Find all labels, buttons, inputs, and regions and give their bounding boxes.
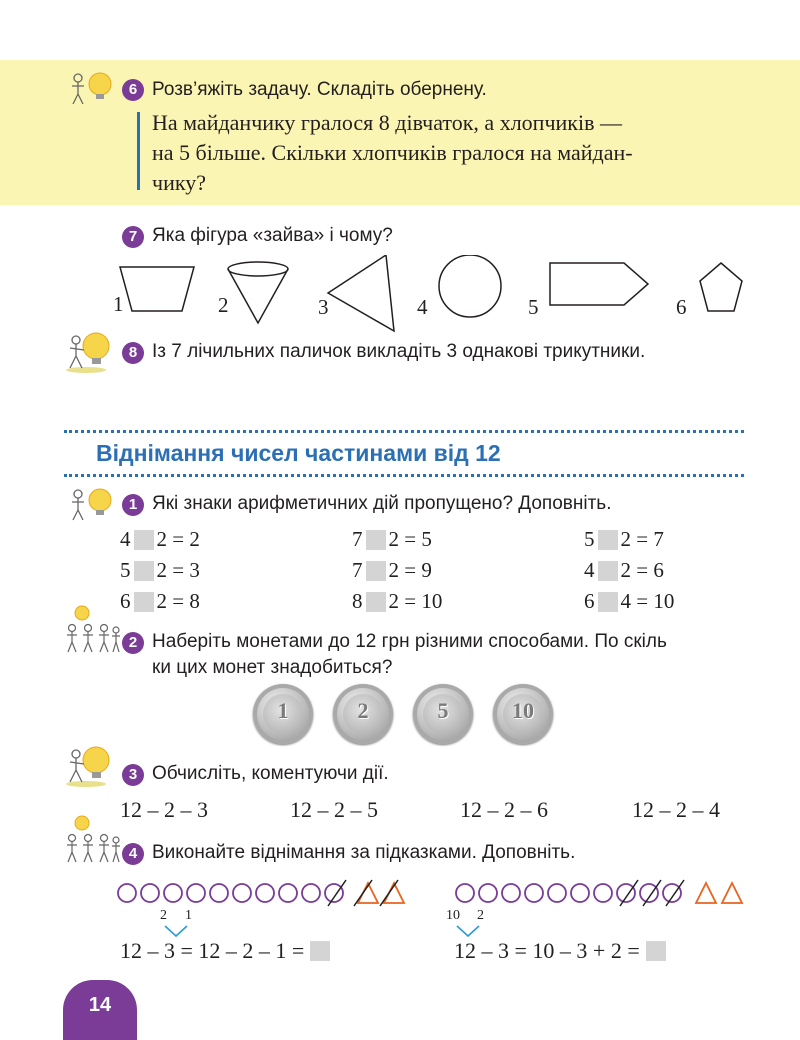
count-circle (302, 884, 320, 902)
eq-right: 2 = 3 (156, 558, 200, 582)
answer-box[interactable] (598, 561, 618, 581)
coin-1-hryvnia (253, 684, 313, 744)
count-circle (141, 884, 159, 902)
coin-2-hryvni (333, 684, 393, 744)
exercise2-number-badge: 2 (122, 632, 144, 654)
task6-number-badge: 6 (122, 79, 144, 101)
cone-figure (228, 269, 288, 323)
count-triangle (722, 883, 742, 903)
exercise3-instruction: Обчисліть, коментуючи дії. (152, 763, 389, 784)
sign-equation (584, 527, 664, 552)
figure-label-4: 4 (417, 295, 428, 319)
divider-dots-top (64, 430, 744, 433)
count-circle (256, 884, 274, 902)
eq-left: 7 (352, 527, 363, 551)
count-circle (525, 884, 543, 902)
sign-equation (584, 558, 664, 583)
count-circle (325, 884, 343, 902)
lightbulb-thinker-icon (64, 744, 120, 788)
answer-box[interactable] (366, 592, 386, 612)
expression-4: 12 – 2 – 4 (632, 797, 720, 822)
page-number-tab (63, 980, 137, 1040)
left-equation-text: 12 – 3 = 12 – 2 – 1 = (120, 938, 305, 963)
count-circle (210, 884, 228, 902)
task8-number-badge: 8 (122, 342, 144, 364)
figure-label-1: 1 (113, 292, 124, 316)
eq-left: 5 (584, 527, 595, 551)
eq-right: 2 = 9 (388, 558, 432, 582)
figure-label-6: 6 (676, 295, 687, 319)
answer-box[interactable] (646, 941, 666, 961)
eq-right: 4 = 10 (620, 589, 675, 613)
sign-equation (352, 589, 442, 614)
count-circle (594, 884, 612, 902)
lightbulb-person-icon (68, 486, 120, 522)
figure-label-2: 2 (218, 293, 229, 317)
count-circle (164, 884, 182, 902)
task6-problem-text (152, 108, 757, 198)
problem-line-1: На майданчику гралося 8 дівчаток, а хлопчиків — (152, 110, 622, 135)
left-counting-row (116, 878, 416, 908)
sign-equation (120, 527, 200, 552)
triangle-figure (328, 255, 394, 331)
trapezoid-figure (120, 267, 194, 311)
eq-right: 2 = 8 (156, 589, 200, 613)
pentagon-figure (700, 263, 742, 311)
eq-left: 8 (352, 589, 363, 613)
cross-out-line (354, 880, 372, 906)
count-circle (617, 884, 635, 902)
sign-equation (120, 558, 200, 583)
eq-right: 2 = 6 (620, 558, 664, 582)
exercise1-number-badge: 1 (122, 494, 144, 516)
eq-left: 5 (120, 558, 131, 582)
problem-left-bar (137, 112, 140, 190)
circle-figure (439, 255, 501, 317)
answer-box[interactable] (366, 530, 386, 550)
right-equation (454, 938, 669, 964)
count-circle (279, 884, 297, 902)
divider-dots-bottom (64, 474, 744, 477)
task7-figures (110, 255, 760, 335)
left-hint-b: 1 (185, 908, 192, 923)
exercise4-number-badge: 4 (122, 843, 144, 865)
coin-value: 1 (277, 698, 289, 723)
exercise2-line2: ки цих монет знадобиться? (152, 657, 393, 678)
eq-right: 2 = 10 (388, 589, 443, 613)
section-title: Віднімання чисел частинами від 12 (96, 440, 501, 466)
eq-right: 2 = 7 (620, 527, 664, 551)
expression-1: 12 – 2 – 3 (120, 797, 208, 822)
sign-equation (352, 527, 432, 552)
expression-2: 12 – 2 – 5 (290, 797, 378, 822)
task7-number-badge: 7 (122, 226, 144, 248)
eq-left: 4 (584, 558, 595, 582)
task7-instruction: Яка фігура «зайва» і чому? (152, 225, 393, 246)
answer-box[interactable] (134, 592, 154, 612)
left-equation (120, 938, 333, 964)
exercise4-instruction: Виконайте віднімання за підказками. Доповніть. (152, 842, 576, 863)
problem-line-2: на 5 більше. Скільки хлопчиків гралося на майдан- (152, 140, 633, 165)
exercise1-instruction: Які знаки арифметичних дій пропущено? Доповніть. (152, 493, 612, 514)
lightbulb-person-icon (68, 70, 120, 106)
left-hint-a: 2 (160, 908, 167, 923)
count-circle (187, 884, 205, 902)
count-circle (663, 884, 681, 902)
task8-instruction: Із 7 лічильних паличок викладіть 3 однакові трикутники. (152, 341, 646, 362)
figure-label-5: 5 (528, 295, 539, 319)
figure-label-3: 3 (318, 295, 329, 319)
eq-left: 6 (120, 589, 131, 613)
coin-10-hryven (493, 684, 553, 744)
count-circle (118, 884, 136, 902)
sign-equation (352, 558, 432, 583)
exercise3-number-badge: 3 (122, 764, 144, 786)
coin-value: 2 (357, 698, 369, 723)
eq-right: 2 = 2 (156, 527, 200, 551)
count-triangle (696, 883, 716, 903)
right-counting-row (454, 878, 754, 908)
sign-equation (120, 589, 200, 614)
problem-line-3: чику? (152, 170, 206, 195)
count-circle (502, 884, 520, 902)
page-number: 14 (88, 994, 112, 1016)
eq-left: 7 (352, 558, 363, 582)
exercise2-line1: Наберіть монетами до 12 грн різними способами. По скіль (152, 631, 667, 652)
group-work-icon (64, 814, 122, 866)
task6-instruction: Розв’яжіть задачу. Складіть обернену. (152, 79, 487, 100)
group-work-icon (64, 604, 122, 656)
count-circle (233, 884, 251, 902)
answer-box[interactable] (598, 592, 618, 612)
right-equation-text: 12 – 3 = 10 – 3 + 2 = (454, 938, 640, 963)
right-hint-a: 10 (446, 908, 460, 923)
eq-left: 4 (120, 527, 131, 551)
left-split-mark (163, 924, 193, 938)
count-circle (479, 884, 497, 902)
right-split-mark (455, 924, 485, 938)
coin-value: 5 (437, 698, 449, 723)
answer-box[interactable] (598, 530, 618, 550)
lightbulb-thinker-icon (64, 330, 120, 374)
count-circle (640, 884, 658, 902)
cross-out-line (380, 880, 398, 906)
count-circle (456, 884, 474, 902)
cone-top (228, 262, 288, 276)
answer-box[interactable] (134, 530, 154, 550)
expression-3: 12 – 2 – 6 (460, 797, 548, 822)
eq-right: 2 = 5 (388, 527, 432, 551)
pentagon-arrow-figure (550, 263, 648, 305)
coin-5-hryven (413, 684, 473, 744)
coin-value: 10 (512, 698, 534, 723)
sign-equation (584, 589, 674, 614)
right-hint-b: 2 (477, 908, 484, 923)
answer-box[interactable] (366, 561, 386, 581)
count-circle (548, 884, 566, 902)
answer-box[interactable] (134, 561, 154, 581)
answer-box[interactable] (310, 941, 330, 961)
count-circle (571, 884, 589, 902)
eq-left: 6 (584, 589, 595, 613)
